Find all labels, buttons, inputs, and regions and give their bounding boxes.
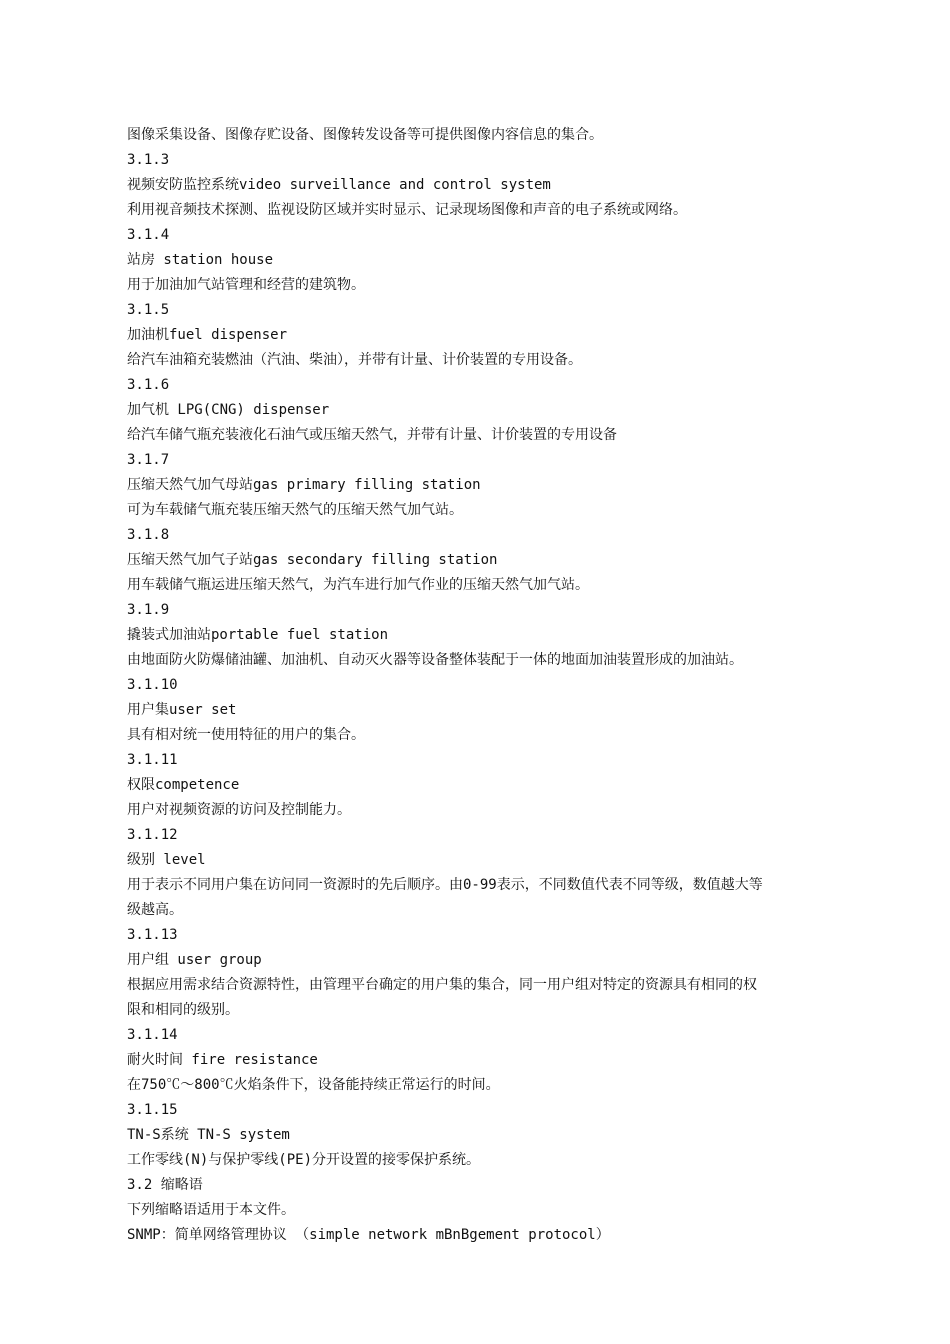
section-number: 3.1.8	[127, 527, 170, 543]
term-definition: 用于加油加气站管理和经营的建筑物。	[127, 277, 365, 293]
term-definition: 在750℃～800℃火焰条件下，设备能持续正常运行的时间。	[127, 1077, 500, 1093]
term-definition: 用户对视频资源的访问及控制能力。	[127, 802, 351, 818]
section-number: 3.1.13	[127, 927, 178, 943]
section-number: 3.1.6	[127, 377, 170, 393]
section-number: 3.1.10	[127, 677, 178, 693]
term-definition: 用于表示不同用户集在访问同一资源时的先后顺序。由0-99表示，不同数值代表不同等级，数值越大等	[127, 877, 763, 893]
section-number: 3.1.11	[127, 752, 178, 768]
term-heading: 加气机 LPG(CNG) dispenser	[127, 402, 330, 418]
term-definition: 用车载储气瓶运进压缩天然气，为汽车进行加气作业的压缩天然气加气站。	[127, 577, 589, 593]
text-line: 下列缩略语适用于本文件。	[127, 1202, 295, 1218]
section-number: 3.1.12	[127, 827, 178, 843]
term-definition: 限和相同的级别。	[127, 1002, 239, 1018]
section-number: 3.1.7	[127, 452, 170, 468]
term-heading: 视频安防监控系统video surveillance and control system	[127, 177, 551, 193]
term-heading: TN-S系统 TN-S system	[127, 1127, 290, 1143]
term-heading: 权限competence	[127, 777, 240, 793]
abbreviation-entry: SNMP：简单网络管理协议 （simple network mBnBgement protocol）	[127, 1227, 610, 1243]
term-definition: 给汽车油箱充装燃油（汽油、柴油），并带有计量、计价装置的专用设备。	[127, 352, 582, 368]
section-number: 3.1.3	[127, 152, 170, 168]
term-heading: 压缩天然气加气母站gas primary filling station	[127, 477, 481, 493]
section-heading: 3.2 缩略语	[127, 1177, 203, 1193]
section-number: 3.1.15	[127, 1102, 178, 1118]
section-number: 3.1.4	[127, 227, 170, 243]
term-definition: 可为车载储气瓶充装压缩天然气的压缩天然气加气站。	[127, 502, 463, 518]
term-heading: 用户集user set	[127, 702, 237, 718]
section-number: 3.1.5	[127, 302, 170, 318]
term-definition: 级越高。	[127, 902, 183, 918]
term-definition: 根据应用需求结合资源特性，由管理平台确定的用户集的集合，同一用户组对特定的资源具有相同的权	[127, 977, 757, 993]
term-heading: 压缩天然气加气子站gas secondary filling station	[127, 552, 498, 568]
term-definition: 利用视音频技术探测、监视设防区域并实时显示、记录现场图像和声音的电子系统或网络。	[127, 202, 687, 218]
document-body	[127, 123, 862, 1248]
section-number: 3.1.14	[127, 1027, 178, 1043]
text-line: 图像采集设备、图像存贮设备、图像转发设备等可提供图像内容信息的集合。	[127, 127, 603, 143]
term-definition: 具有相对统一使用特征的用户的集合。	[127, 727, 365, 743]
term-definition: 由地面防火防爆储油罐、加油机、自动灭火器等设备整体装配于一体的地面加油装置形成的加油站。	[127, 652, 743, 668]
term-heading: 耐火时间 fire resistance	[127, 1052, 318, 1068]
term-heading: 撬装式加油站portable fuel station	[127, 627, 389, 643]
section-number: 3.1.9	[127, 602, 170, 618]
term-definition: 给汽车储气瓶充装液化石油气或压缩天然气，并带有计量、计价装置的专用设备	[127, 427, 617, 443]
term-heading: 用户组 user group	[127, 952, 262, 968]
term-heading: 加油机fuel dispenser	[127, 327, 288, 343]
term-definition: 工作零线(N)与保护零线(PE)分开设置的接零保护系统。	[127, 1152, 480, 1168]
term-heading: 级别 level	[127, 852, 206, 868]
term-heading: 站房 station house	[127, 252, 274, 268]
